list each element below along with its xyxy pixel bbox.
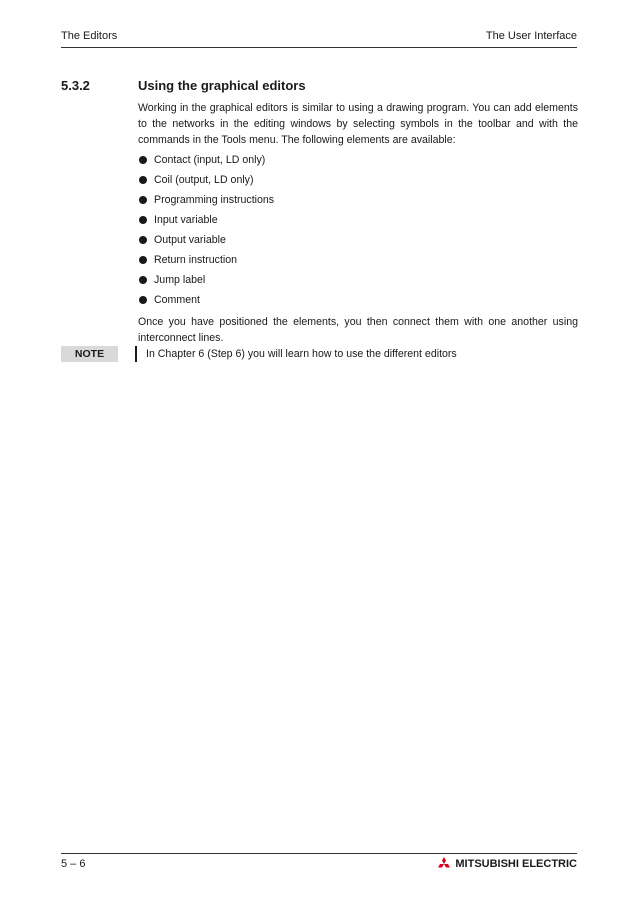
section-body — [138, 100, 578, 346]
section-number: 5.3.2 — [61, 78, 90, 93]
list-item — [138, 272, 578, 292]
bullet-icon — [139, 176, 147, 184]
list-item — [138, 212, 578, 232]
bullet-icon — [139, 236, 147, 244]
list-item-text: Contact (input, LD only) — [154, 154, 266, 166]
bullet-icon — [139, 196, 147, 204]
list-item — [138, 232, 578, 252]
bullet-icon — [139, 296, 147, 304]
footer-rule — [61, 853, 577, 854]
list-item-text: Coil (output, LD only) — [154, 174, 254, 186]
list-item — [138, 252, 578, 272]
bullet-icon — [139, 276, 147, 284]
element-list — [138, 152, 578, 312]
note-bar — [135, 346, 137, 362]
list-item-text: Return instruction — [154, 254, 238, 266]
brand-mark — [436, 857, 577, 871]
list-item-text: Output variable — [154, 234, 226, 246]
intro-paragraph: Working in the graphical editors is similar to using a drawing program. You can add elements to the networks in the editing windows by selecting symbols in the toolbar and with the commands in the Tools menu. The following elements are available: — [138, 102, 578, 146]
bullet-icon — [139, 156, 147, 164]
note-text: In Chapter 6 (Step 6) you will learn how to use the different editors — [146, 348, 457, 360]
running-header-part: The User Interface — [485, 30, 577, 42]
header-rule — [61, 47, 577, 48]
bullet-icon — [139, 216, 147, 224]
list-item — [138, 192, 578, 212]
list-item — [138, 172, 578, 192]
bullet-icon — [139, 256, 147, 264]
section-title: Using the graphical editors — [138, 78, 306, 93]
outro-paragraph: Once you have positioned the elements, you then connect them with one another using interconnect lines. — [138, 316, 578, 344]
list-item — [138, 292, 578, 312]
list-item — [138, 152, 578, 172]
brand-name: MITSUBISHI ELECTRIC — [455, 858, 577, 870]
list-item-text: Programming instructions — [154, 194, 275, 206]
running-header-chapter: The Editors — [61, 30, 118, 42]
list-item-text: Input variable — [154, 214, 218, 226]
list-item-text: Comment — [154, 294, 200, 306]
list-item-text: Jump label — [154, 274, 206, 286]
page-number: 5 – 6 — [61, 858, 86, 870]
mitsubishi-diamonds-icon — [436, 857, 452, 871]
note-label: NOTE — [61, 346, 118, 362]
